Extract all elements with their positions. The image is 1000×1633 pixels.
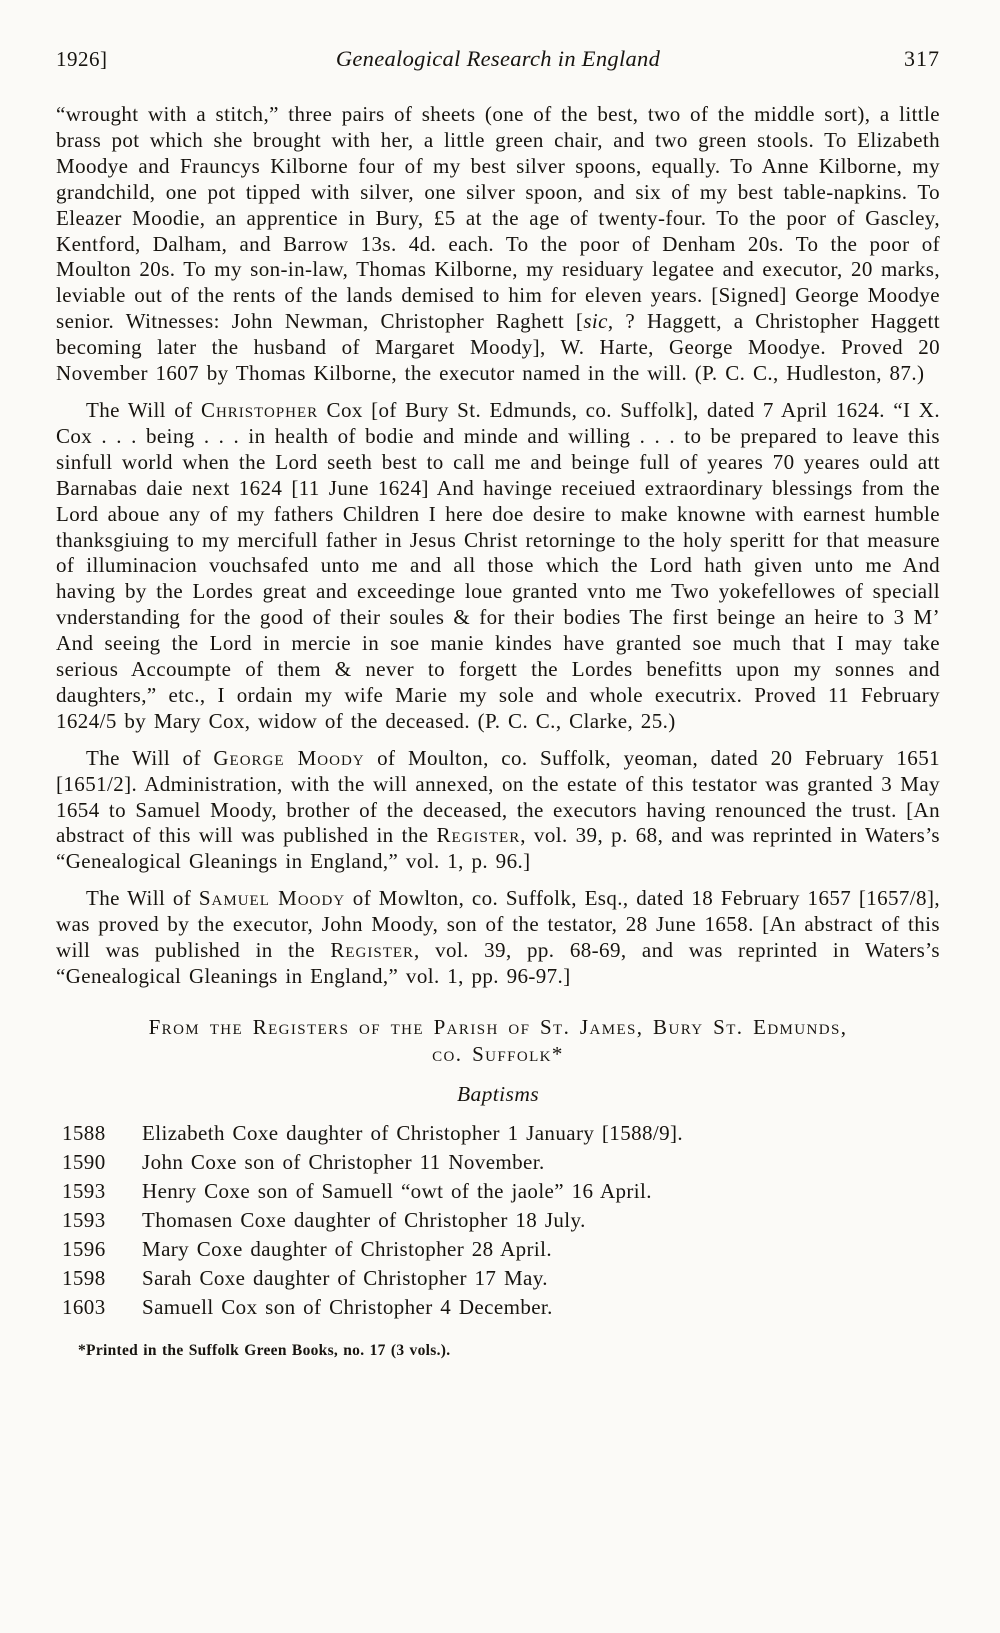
baptism-year: 1593 — [62, 1207, 106, 1232]
baptism-row — [62, 1177, 940, 1206]
baptism-entry: Henry Coxe son of Samuell “owt of the jaole” 16 April. — [142, 1178, 652, 1203]
text-run: of Moulton, co. Suffolk, yeoman, dated 20 February 1651 [1651/2]. Administration, with the will annexed, on the estate of this testator was granted 3 May 1654 to Samuel Moody, brother of the deceased, the executors having renounced the trust. [An abstract of this will was published in the — [56, 745, 941, 848]
baptism-year: 1588 — [62, 1120, 106, 1145]
paragraph — [56, 102, 940, 387]
running-header — [56, 46, 940, 72]
text-run: “wrought with a stitch,” three pairs of sheets (one of the best, two of the middle sort), a little brass pot which she brought with her, a little green chair, and two green stools. To Elizabeth Moodye and Frauncys Kilborne four of my best silver spoons, equally. To Anne Kilborne, my grandchild, one pot tipped with silver, one silver spoon, and six of my best table-napkins. To Eleazer Moodie, an apprentice in Bury, £5 at the age of twenty-four. To the poor of Gascley, Kentford, Dalham, and Barrow 13s. 4d. each. To the poor of Denham 20s. To the poor of Moulton 20s. To my son-in-law, Thomas Kilborne, my residuary legatee and executor, 20 marks, leviable out of the rents of the lands demised to him for eleven years. [Signed] George Moodye senior. Witnesses: John Newman, Christopher Raghett [ — [56, 102, 940, 334]
baptism-row — [62, 1235, 940, 1264]
paragraph — [56, 886, 940, 990]
paragraph — [56, 398, 940, 735]
baptism-entry: John Coxe son of Christopher 11 November. — [142, 1149, 545, 1174]
italic-text: sic — [583, 309, 608, 334]
baptism-entry: Samuell Cox son of Christopher 4 December. — [142, 1294, 553, 1319]
smallcaps-name: Samuel Moody — [198, 886, 346, 911]
footnote: *Printed in the Suffolk Green Books, no. 17 (3 vols.). — [78, 1341, 451, 1359]
baptism-row — [62, 1119, 940, 1148]
baptism-list — [62, 1119, 940, 1322]
baptism-entry: Sarah Coxe daughter of Christopher 17 May. — [142, 1265, 548, 1290]
baptism-row — [62, 1264, 940, 1293]
text-run: of Mowlton, co. Suffolk, Esq., dated 18 February 1657 [1657/8], was proved by the executor, John Moody, son of the testator, 28 June 1658. [An abstract of this will was published in the — [56, 886, 940, 963]
text-run: , ? Haggett, a Christopher Haggett becoming later the husband of Margaret Moody], W. Harte, George Moodye. Proved 20 November 1607 by Thomas Kilborne, the executor named in the will. (P. C. C., Hudleston, 87.) — [56, 309, 940, 386]
baptism-year: 1596 — [62, 1236, 106, 1261]
baptism-entry: Elizabeth Coxe daughter of Christopher 1 January [1588/9]. — [142, 1120, 684, 1145]
text-run: , vol. 39, p. 68, and was reprinted in Waters’s “Genealogical Gleanings in England,” vol. 1, p. 96.] — [56, 823, 941, 874]
text-run: , vol. 39, pp. 68-69, and was reprinted in Waters’s “Genealogical Gleanings in England,” vol. 1, pp. 96-97.] — [56, 938, 940, 988]
year-marker: 1926] — [56, 47, 108, 71]
text-run: The Will of — [86, 397, 201, 422]
section-heading-line2: co. Suffolk* — [432, 1041, 564, 1066]
subsection-title: Baptisms — [456, 1081, 540, 1106]
text-run: The Will of — [86, 745, 214, 770]
baptism-year: 1603 — [62, 1294, 106, 1319]
smallcaps-name: Christopher — [200, 397, 319, 422]
baptism-row — [62, 1293, 940, 1322]
baptism-row — [62, 1148, 940, 1177]
body-text — [56, 102, 940, 990]
smallcaps-name: George Moody — [213, 745, 365, 770]
section-heading — [56, 1014, 940, 1068]
running-title: Genealogical Research in England — [335, 46, 661, 71]
baptism-year: 1598 — [62, 1265, 106, 1290]
text-run: Cox [of Bury St. Edmunds, co. Suffolk], dated 7 April 1624. “I X. Cox . . . being . . . in health of bodie and minde and willing . . . to be prepared to leave this sinfull world when the Lord seeth best to call me and beinge full of yeares 70 yeares ould att Barnabas daie next 1624 [11 June 1624] And havinge receiued extraordinary blessings from the Lord aboue any of my fathers Children I here doe desire to make knowne with earnest humble thanksgiuing to my mercifull father in Jesus Christ retorninge to the holy speritt for that measure of illuminacion vouchsafed unto me and all those which the Lord hath given unto me And having by the Lordes great and exceedinge loue granted vnto me Two yokefellowes of speciall vnderstanding for the good of their soules & for their bodies The first beinge an heire to 3 M’ And seeing the Lord in mercie in soe manie kindes have granted soe much that I may take serious Accoumpte of them & never to forgett the Lordes benefitts upon my sonnes and daughters,” etc., I ordain my wife Marie my sole and whole executrix. Proved 11 February 1624/5 by Mary Cox, widow of the deceased. (P. C. C., Clarke, 25.) — [56, 397, 940, 733]
section-heading-line1: From the Registers of the Parish of St. James, Bury St. Edmunds, — [148, 1014, 848, 1039]
text-run: The Will of — [86, 886, 199, 911]
baptism-row — [62, 1206, 940, 1235]
smallcaps-name: Register — [330, 938, 415, 963]
paragraph — [56, 746, 940, 876]
baptism-year: 1593 — [62, 1178, 106, 1203]
baptism-year: 1590 — [62, 1149, 106, 1174]
page-number: 317 — [904, 46, 940, 71]
baptism-entry: Mary Coxe daughter of Christopher 28 April. — [142, 1236, 553, 1261]
smallcaps-name: Register — [436, 823, 521, 848]
baptism-entry: Thomasen Coxe daughter of Christopher 18 July. — [142, 1207, 586, 1232]
